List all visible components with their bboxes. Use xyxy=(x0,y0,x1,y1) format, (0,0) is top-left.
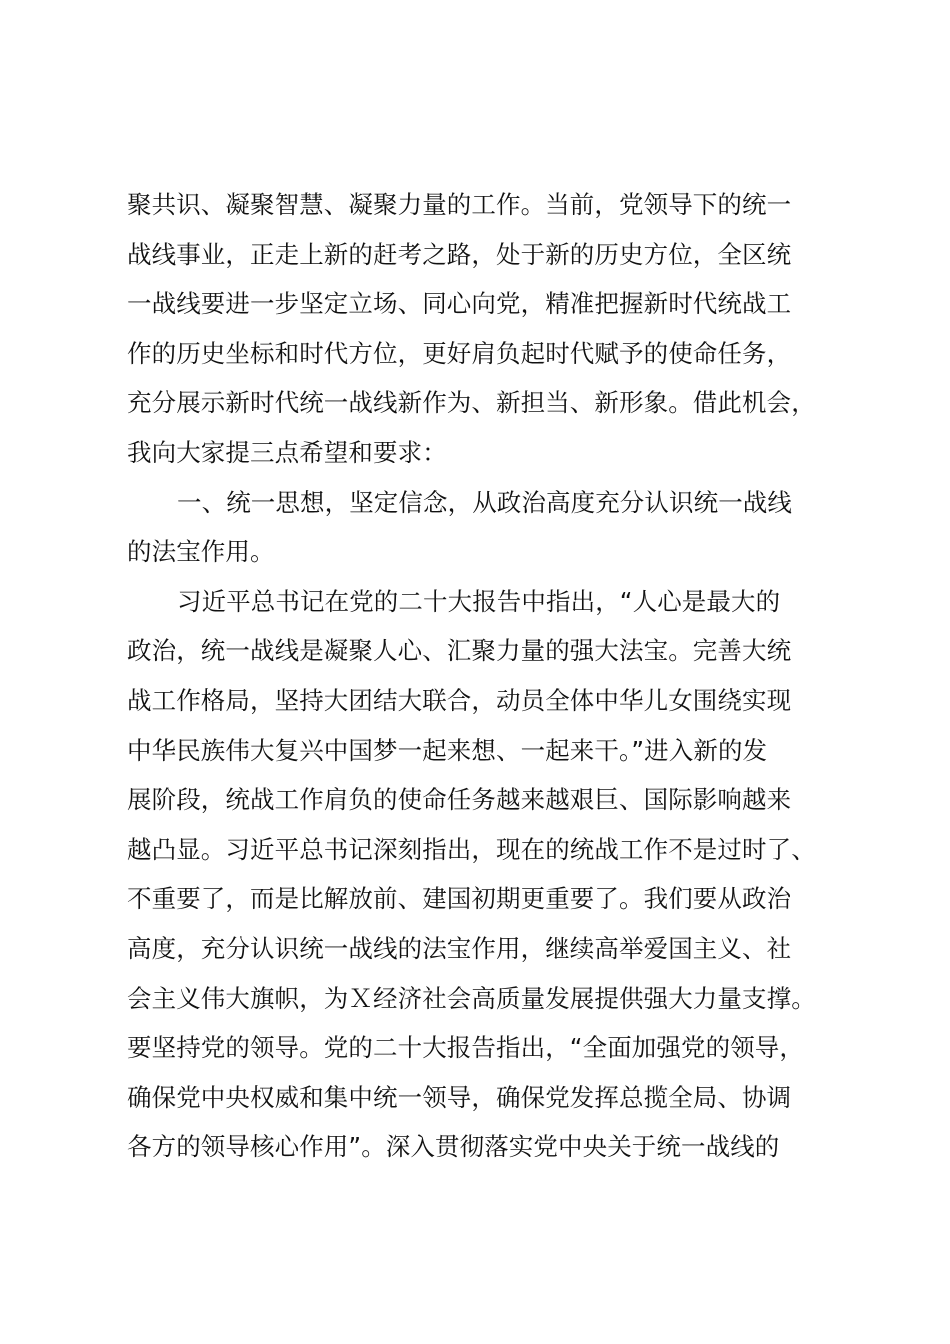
text-line: 各方的领导核心作用”。深入贯彻落实党中央关于统一战线的 xyxy=(127,1132,780,1162)
text-line: 战线事业，正走上新的赶考之路，处于新的历史方位，全区统 xyxy=(127,239,792,269)
text-line: 我向大家提三点希望和要求： xyxy=(127,437,447,467)
text-line: 聚共识、凝聚智慧、凝聚力量的工作。当前，党领导下的统一 xyxy=(127,190,792,219)
text-line: 要坚持党的领导。党的二十大报告指出，“全面加强党的领导， xyxy=(127,1033,804,1063)
text-line: 高度，充分认识统一战线的法宝作用，继续高举爱国主义、社 xyxy=(127,933,792,963)
text-line: 展阶段，统战工作肩负的使命任务越来越艰巨、国际影响越来 xyxy=(127,785,792,815)
text-line: 作的历史坐标和时代方位，更好肩负起时代赋予的使命任务， xyxy=(127,338,792,368)
text-line: 确保党中央权威和集中统一领导，确保党发挥总揽全局、协调 xyxy=(127,1082,792,1112)
text-line: 习近平总书记在党的二十大报告中指出，“人心是最大的 xyxy=(177,586,781,616)
text-line: 不重要了，而是比解放前、建国初期更重要了。我们要从政治 xyxy=(127,884,792,914)
text-line: 一战线要进一步坚定立场、同心向党，精准把握新时代统战工 xyxy=(127,289,792,319)
text-line: 充分展示新时代统一战线新作为、新担当、新形象。借此机会， xyxy=(127,388,816,418)
text-line: 会主义伟大旗帜，为Ｘ经济社会高质量发展提供强大力量支撑。 xyxy=(127,983,816,1013)
text-line: 中华民族伟大复兴中国梦一起来想、一起来干。”进入新的发 xyxy=(127,735,768,765)
text-line: 越凸显。习近平总书记深刻指出，现在的统战工作不是过时了、 xyxy=(127,834,816,864)
document-body xyxy=(127,180,847,1172)
text-line: 政治，统一战线是凝聚人心、汇聚力量的强大法宝。完善大统 xyxy=(127,636,792,666)
text-line: 战工作格局，坚持大团结大联合，动员全体中华儿女围绕实现 xyxy=(127,685,792,715)
section-heading-line: 一、统一思想，坚定信念，从政治高度充分认识统一战线 xyxy=(177,487,792,517)
section-heading-line: 的法宝作用。 xyxy=(127,537,275,567)
